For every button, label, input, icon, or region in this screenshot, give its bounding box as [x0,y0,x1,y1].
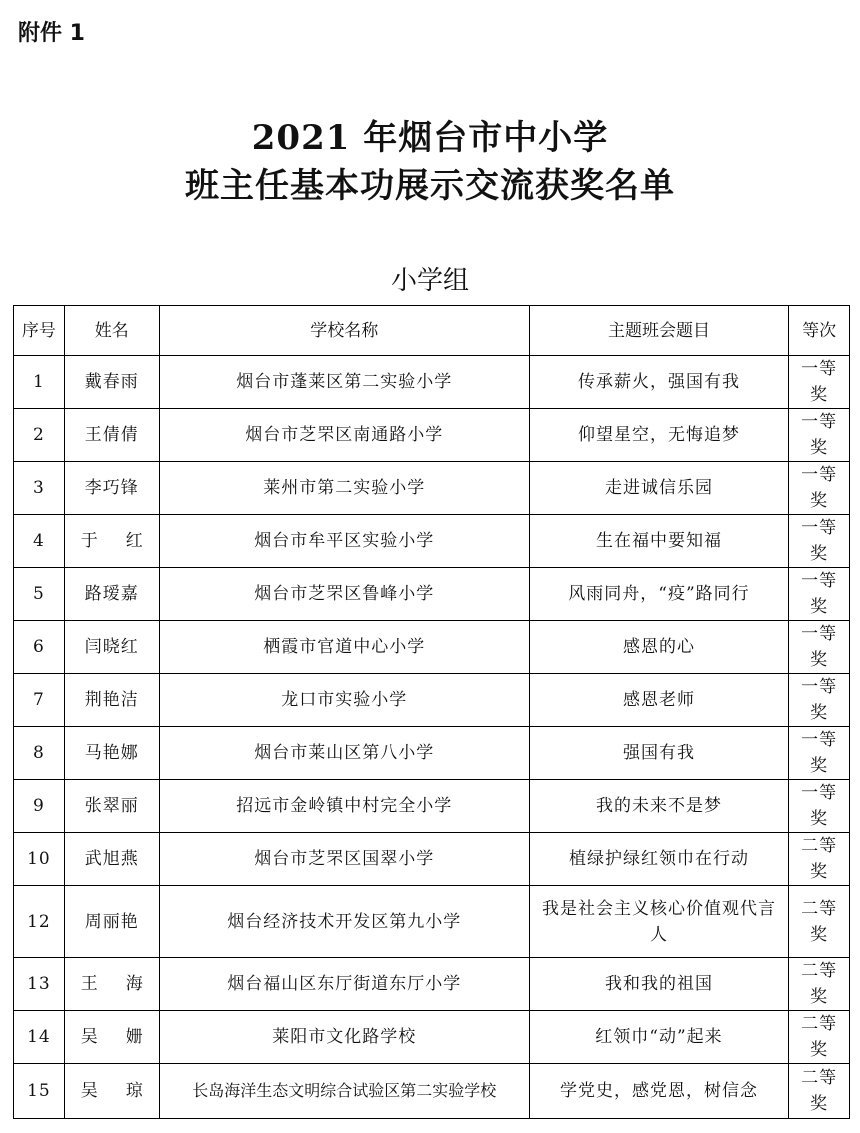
table-row [14,409,850,462]
header-award: 等次 [789,306,850,356]
cell-name [64,674,159,727]
cell-no: 12 [14,886,65,958]
name-text: 闫晓红 [84,637,139,657]
name-text: 吴琼 [80,1081,171,1101]
cell-name [64,1064,171,1119]
table-row [14,780,850,833]
table-row [14,674,850,727]
cell-name [64,958,171,1011]
cell-topic: 强国有我 [529,727,789,780]
document-title-line1: 2021 年烟台市中小学 [251,118,609,158]
table-row [14,727,850,780]
name-text: 吴姗 [80,1027,171,1047]
name-text: 路瑷嘉 [84,584,139,604]
cell-topic: 我是社会主义核心价值观代言人 [529,886,789,958]
cell-name [64,356,159,409]
cell-school: 长岛海洋生态文明综合试验区第二实验学校 [159,1064,529,1119]
name-text: 于红 [80,531,171,551]
cell-topic: 我和我的祖国 [529,958,789,1011]
cell-no: 4 [14,515,65,568]
cell-no: 15 [14,1064,65,1119]
header-school: 学校名称 [159,306,529,356]
cell-topic: 风雨同舟，“疫”路同行 [529,568,789,621]
cell-school: 烟台市莱山区第八小学 [159,727,529,780]
cell-no: 6 [14,621,65,674]
cell-school: 烟台市芝罘区国翠小学 [159,833,529,886]
cell-award: 一等奖 [789,621,850,674]
name-text: 张翠丽 [84,796,139,816]
cell-name [64,409,159,462]
table-row [14,356,850,409]
cell-award: 二等奖 [789,1064,850,1119]
cell-award: 一等奖 [789,674,850,727]
cell-name [64,462,159,515]
cell-name [64,621,159,674]
cell-award: 一等奖 [789,462,850,515]
cell-award: 二等奖 [789,886,850,958]
cell-award: 二等奖 [789,1011,850,1064]
cell-no: 1 [14,356,65,409]
cell-topic: 传承薪火，强国有我 [529,356,789,409]
table-header-row [14,306,850,356]
cell-topic: 感恩老师 [529,674,789,727]
cell-school: 招远市金岭镇中村完全小学 [159,780,529,833]
name-text: 周丽艳 [84,911,139,932]
cell-school: 烟台市芝罘区鲁峰小学 [159,568,529,621]
cell-name [64,568,159,621]
table-row [14,1011,850,1064]
name-text: 武旭燕 [84,849,139,869]
cell-award: 一等奖 [789,727,850,780]
cell-award: 一等奖 [789,409,850,462]
cell-topic: 红领巾“动”起来 [529,1011,789,1064]
cell-no: 10 [14,833,65,886]
cell-name [64,780,159,833]
cell-no: 13 [14,958,65,1011]
name-text: 马艳娜 [84,743,139,763]
cell-name [64,833,159,886]
cell-topic: 植绿护绿红领巾在行动 [529,833,789,886]
cell-topic: 走进诚信乐园 [529,462,789,515]
table-row [14,886,850,958]
name-text: 李巧锋 [84,478,139,498]
header-topic: 主题班会题目 [529,306,789,356]
cell-topic: 感恩的心 [529,621,789,674]
cell-no: 7 [14,674,65,727]
awards-table [13,305,850,1119]
cell-school: 烟台市芝罘区南通路小学 [159,409,529,462]
table-row [14,1064,850,1119]
name-text: 王倩倩 [84,425,139,445]
table-row [14,462,850,515]
table-row [14,515,850,568]
table-row [14,568,850,621]
cell-school: 烟台市牟平区实验小学 [159,515,529,568]
cell-award: 一等奖 [789,356,850,409]
name-text: 王海 [80,974,171,994]
cell-name [64,727,159,780]
cell-school: 烟台经济技术开发区第九小学 [159,886,529,958]
cell-topic: 仰望星空，无悔追梦 [529,409,789,462]
name-text: 戴春雨 [84,372,139,392]
cell-no: 9 [14,780,65,833]
attachment-label: 附件 1 [18,21,85,46]
cell-no: 8 [14,727,65,780]
cell-school: 莱州市第二实验小学 [159,462,529,515]
cell-name [64,1011,171,1064]
table-row [14,621,850,674]
cell-no: 14 [14,1011,65,1064]
cell-award: 二等奖 [789,958,850,1011]
cell-topic: 学党史，感党恩，树信念 [529,1064,789,1119]
cell-no: 3 [14,462,65,515]
group-heading: 小学组 [390,266,469,296]
cell-award: 一等奖 [789,515,850,568]
cell-name [64,515,171,568]
header-name: 姓名 [64,306,159,356]
cell-award: 一等奖 [789,568,850,621]
name-text: 荆艳洁 [84,690,139,710]
cell-award: 一等奖 [789,780,850,833]
cell-topic: 我的未来不是梦 [529,780,789,833]
cell-school: 莱阳市文化路学校 [159,1011,529,1064]
cell-school: 栖霞市官道中心小学 [159,621,529,674]
cell-school: 龙口市实验小学 [159,674,529,727]
cell-school: 烟台福山区东厅街道东厅小学 [159,958,529,1011]
cell-award: 二等奖 [789,833,850,886]
cell-name [64,886,159,958]
table-row [14,958,850,1011]
cell-topic: 生在福中要知福 [529,515,789,568]
header-no: 序号 [14,306,65,356]
cell-no: 5 [14,568,65,621]
table-row [14,833,850,886]
cell-no: 2 [14,409,65,462]
document-title-line2: 班主任基本功展示交流获奖名单 [185,166,675,206]
cell-school: 烟台市蓬莱区第二实验小学 [159,356,529,409]
